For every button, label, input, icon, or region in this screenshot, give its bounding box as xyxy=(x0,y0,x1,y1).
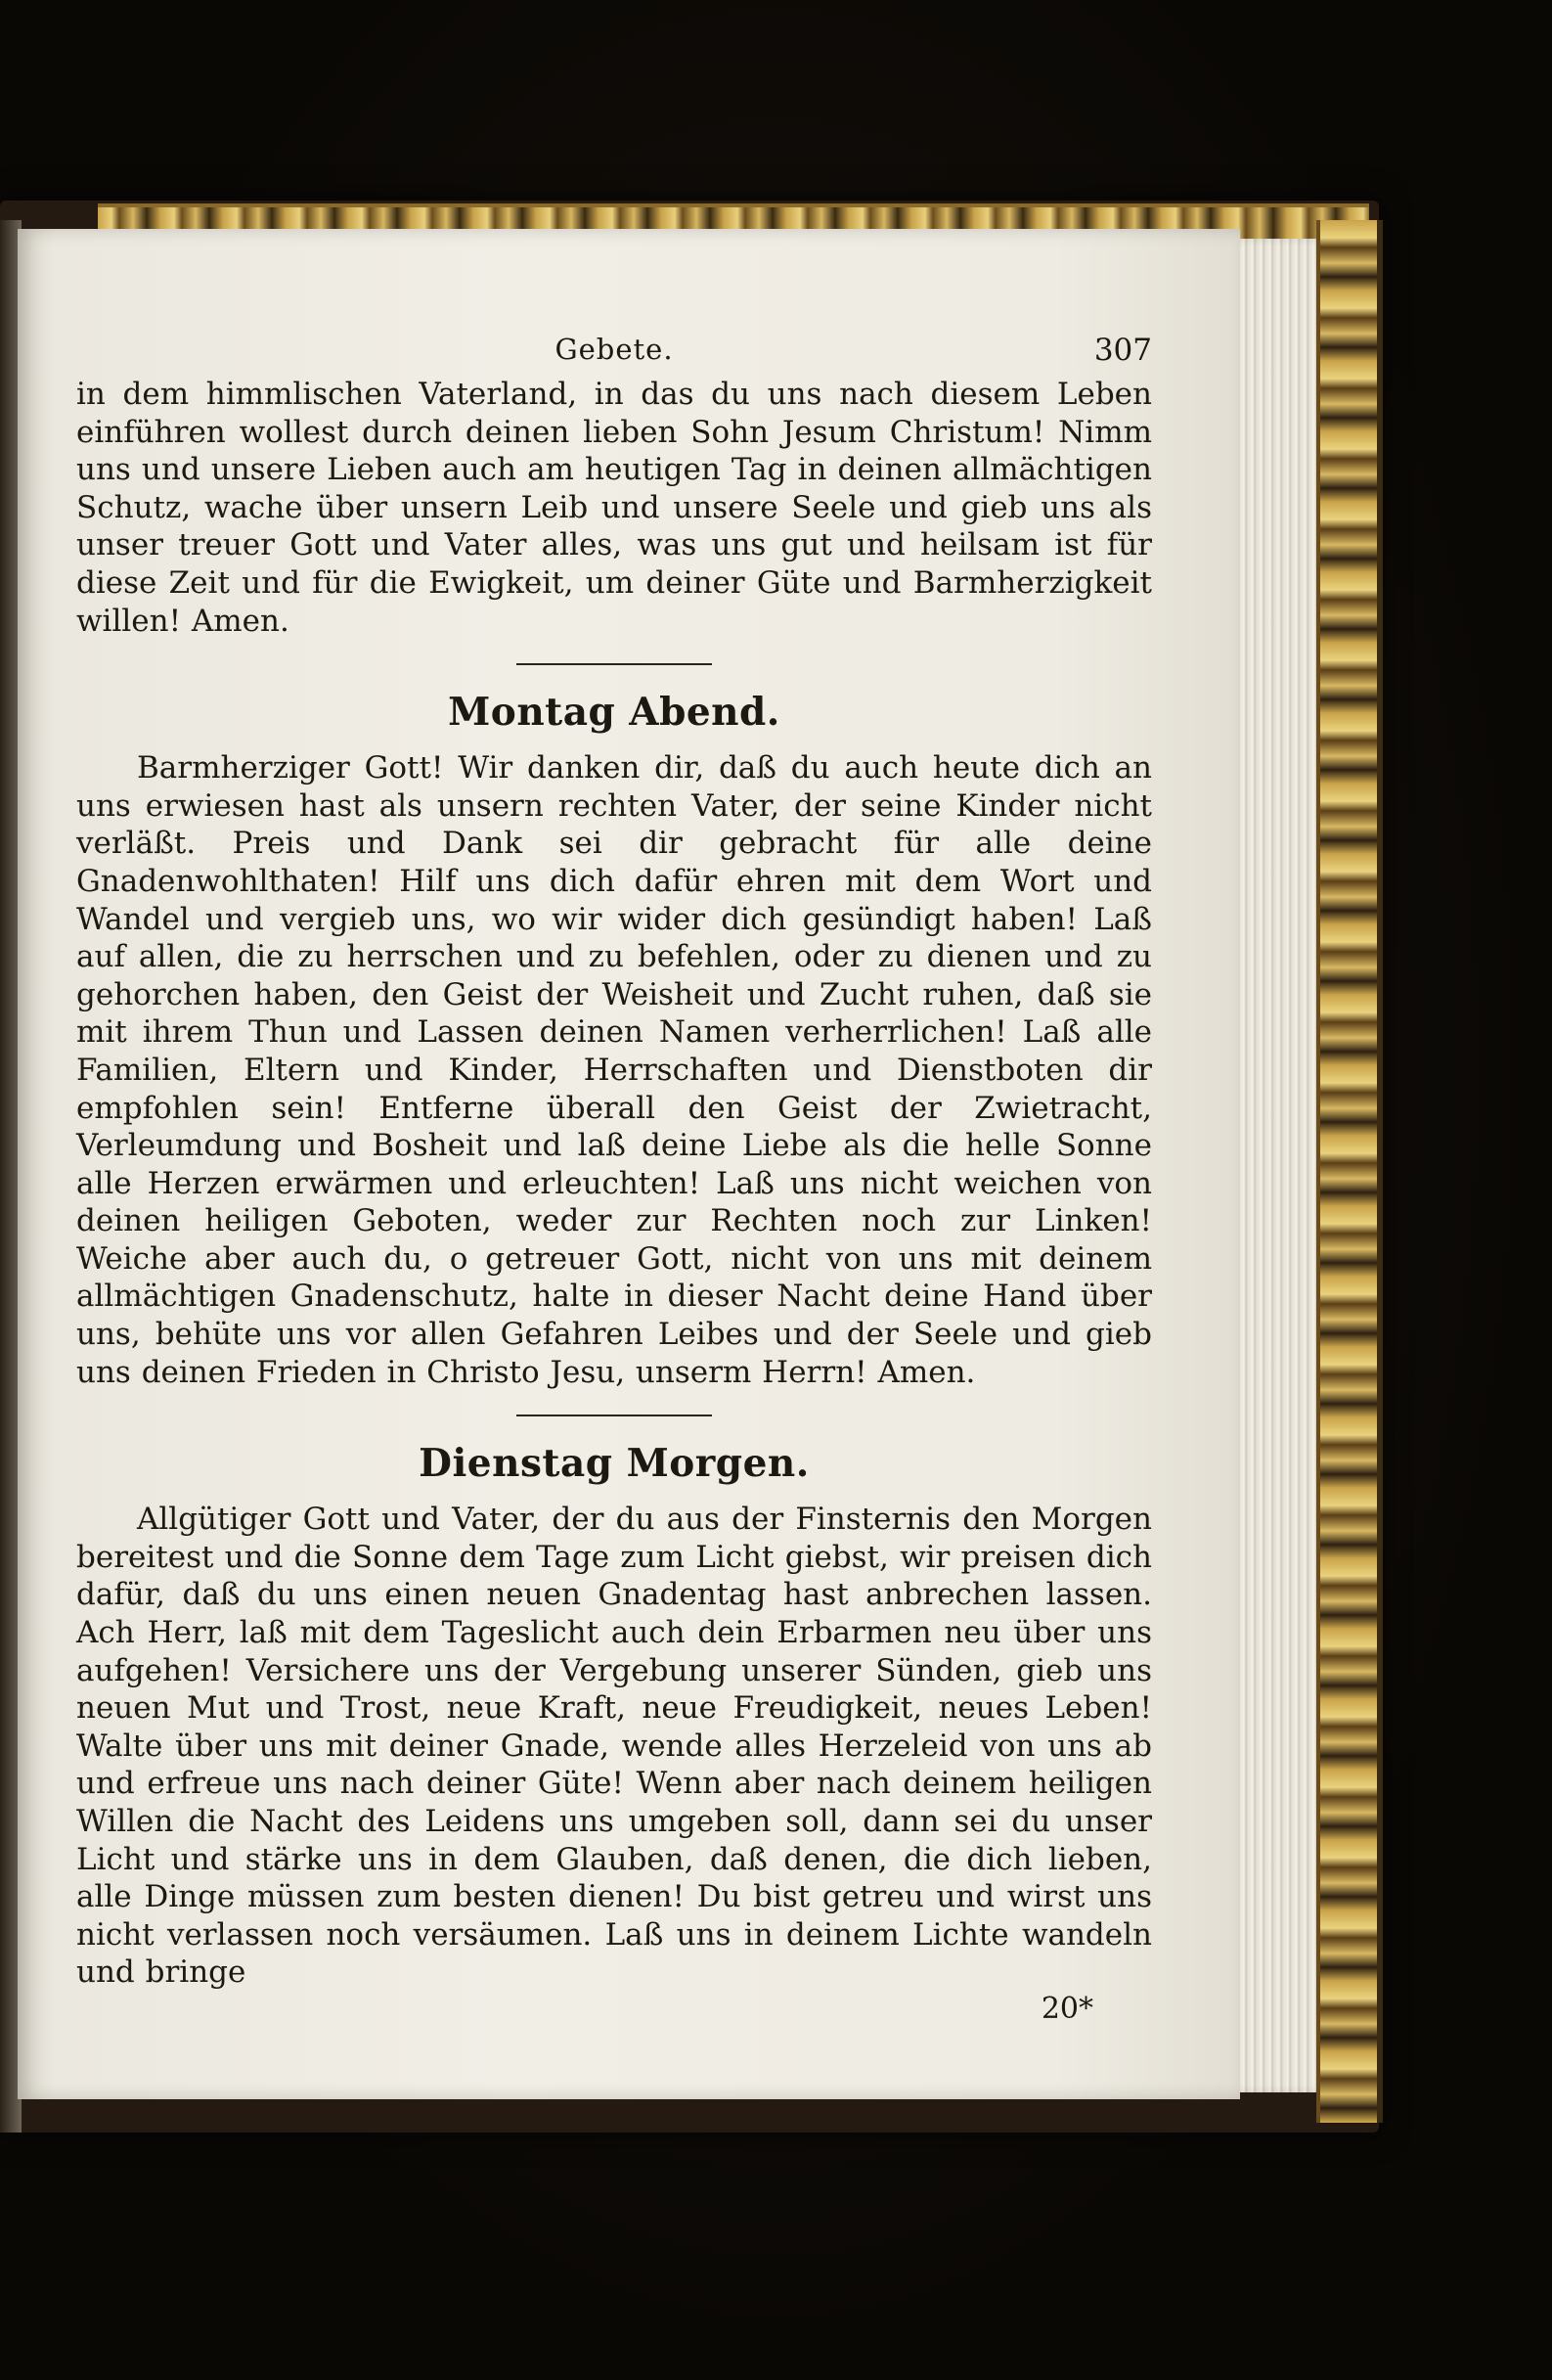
section-divider xyxy=(516,663,712,665)
prayer-paragraph: in dem himmlischen Vaterland, in das du uns nach diesem Leben einführen wollest durch deinen lieben Sohn Jesum Christum! Nimm uns und unsere Lieben auch am heutigen Tag in deinen allmächtigen Schutz, wache über unsern Leib und unsere Seele und gieb uns als unser treuer Gott und Vater alles, was uns gut und heilsam ist für diese Zeit und für die Ewigkeit, um deiner Güte und Barmherzigkeit willen! Amen. xyxy=(76,377,1152,639)
text-block xyxy=(76,333,1152,2027)
section-divider xyxy=(516,1415,712,1416)
signature-mark: 20* xyxy=(1041,1991,1093,2026)
section-heading: Dienstag Morgen. xyxy=(419,1441,810,1487)
section-heading: Montag Abend. xyxy=(448,690,780,736)
prayer-paragraph: Allgütiger Gott und Vater, der du aus der Finsternis den Morgen bereitest und die Sonne dem Tage zum Licht giebst, wir preisen dich dafür, daß du uns einen neuen Gnadentag hast anbrechen lassen. Ach Herr, laß mit dem Tageslicht auch dein Erbarmen neu über uns aufgehen! Versichere uns der Vergebung unserer Sünden, gieb uns neuen Mut und Trost, neue Kraft, neue Freudigkeit, neues Leben! Walte über uns mit deiner Gnade, wende alles Herzeleid von uns ab und erfreue uns nach deiner Güte! Wenn aber nach deinem heiligen Willen die Nacht des Leidens uns umgeben soll, dann sei du unser Licht und stärke uns in dem Glauben, daß denen, die dich lieben, alle Dinge müssen zum besten dienen! Du bist getreu und wirst uns nicht verlassen noch versäumen. Laß uns in deinem Lichte wandeln und bringe xyxy=(76,1502,1152,1991)
page-number: 307 xyxy=(1093,333,1152,368)
running-title: Gebete. xyxy=(554,333,674,366)
running-head xyxy=(76,333,1152,376)
prayer-paragraph: Barmherziger Gott! Wir danken dir, daß du auch heute dich an uns erwiesen hast als unsern rechten Vater, der seine Kinder nicht verläßt. Preis und Dank sei dir gebracht für alle deine Gnadenwohlthaten! Hilf uns dich dafür ehren mit dem Wort und Wandel und vergieb uns, wo wir wider dich gesündigt haben! Laß auf allen, die zu herrschen und zu befehlen, oder zu dienen und zu gehorchen haben, den Geist der Weisheit und Zucht ruhen, daß sie mit ihrem Thun und Lassen deinen Namen verherrlichen! Laß alle Familien, Eltern und Kinder, Herrschaften und Dienstboten dir empfohlen sein! Entferne überall den Geist der Zwietracht, Verleumdung und Bosheit und laß deine Liebe als die helle Sonne alle Herzen erwärmen und erleuchten! Laß uns nicht weichen von deinen heiligen Geboten, weder zur Rechten noch zur Linken! Weiche aber auch du, o getreuer Gott, nicht von uns mit deinem allmächtigen Gnadenschutz, halte in dieser Nacht deine Hand über uns, behüte uns vor allen Gefahren Leibes und der Seele und gieb uns deinen Frieden in Christo Jesu, unserm Herrn! Amen. xyxy=(76,750,1152,1390)
book-page xyxy=(18,229,1240,2099)
gilded-fore-edge xyxy=(1316,220,1383,2123)
